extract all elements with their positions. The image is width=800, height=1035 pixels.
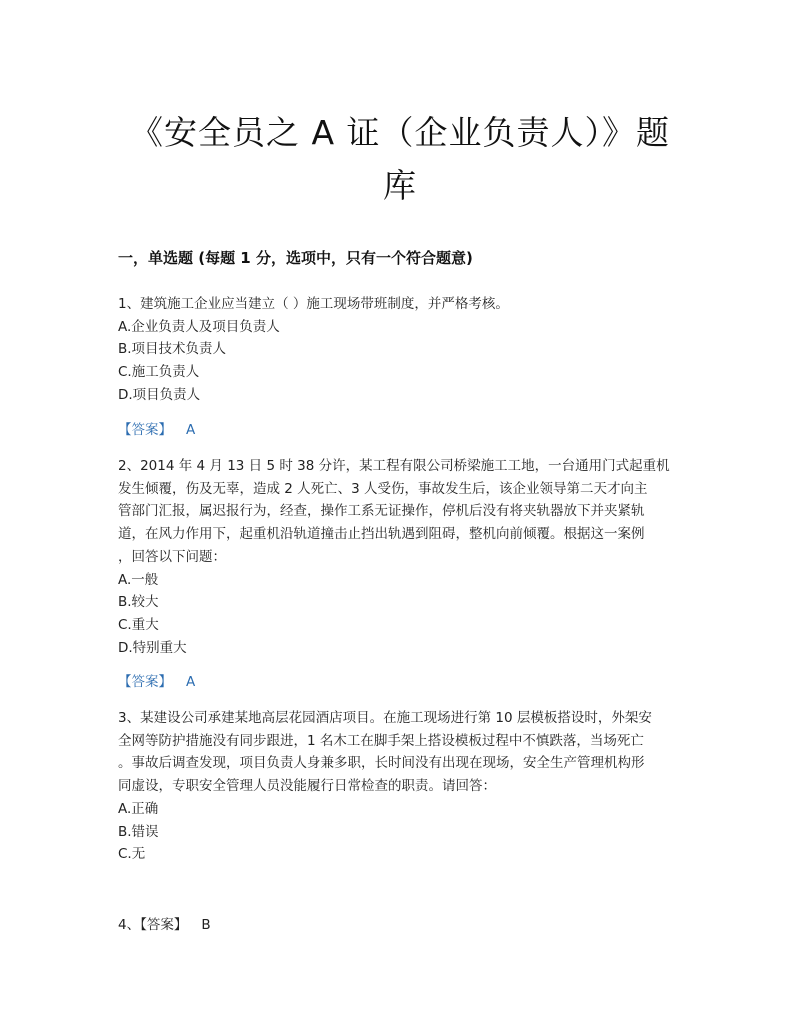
question-2-stem-line-4: 道，在风力作用下，起重机沿轨道撞击止挡出轨遇到阻碍，整机向前倾覆。根据这一案例 [118, 526, 645, 543]
document-title-line-2: 库 [383, 166, 417, 205]
question-4-answer [118, 914, 211, 936]
question-2-option-c: C.重大 [118, 616, 159, 633]
question-3-stem-line-4: 同虚设，专职安全管理人员没能履行日常检查的职责。请回答： [118, 778, 496, 795]
question-1-option-a: A.企业负责人及项目负责人 [118, 318, 280, 335]
question-2 [118, 455, 684, 693]
question-3-option-b: B.错误 [118, 823, 159, 840]
question-1-answer-value: A [186, 421, 196, 438]
question-2-option-a: A.一般 [118, 571, 159, 588]
question-2-answer [118, 671, 684, 693]
question-2-stem-line-1: 2、2014 年 4 月 13 日 5 时 38 分许，某工程有限公司桥梁施工工地，一台通用门式起重机 [118, 458, 670, 474]
question-3 [118, 707, 684, 866]
question-2-stem-line-3: 管部门汇报，属迟报行为，经查，操作工系无证操作，停机后没有将夹轨器放下并夹紧轨 [118, 503, 645, 520]
question-3-option-a: A.正确 [118, 800, 159, 817]
question-2-stem-line-5: ，回答以下问题： [118, 548, 226, 565]
question-1-option-d: D.项目负责人 [118, 386, 201, 403]
question-1 [118, 293, 684, 441]
question-3-stem-line-3: 。事故后调查发现，项目负责人身兼多职，长时间没有出现在现场，安全生产管理机构形 [118, 755, 645, 772]
question-3-stem-line-1: 3、某建设公司承建某地高层花园酒店项目。在施工现场进行第 10 层模板搭设时，外架安 [118, 710, 652, 726]
question-1-answer-label: 【答案】 [118, 421, 172, 438]
question-4-answer-label: 【答案】 [140, 917, 188, 933]
question-2-answer-label: 【答案】 [118, 674, 172, 691]
question-1-answer [118, 419, 684, 441]
question-4-answer-value: B [201, 917, 211, 933]
document-title-line-1: 《安全员之 A 证（企业负责人）》题 [129, 113, 671, 152]
question-2-option-d: D.特别重大 [118, 639, 187, 656]
question-1-stem: 1、建筑施工企业应当建立（ ）施工现场带班制度，并严格考核。 [118, 296, 509, 312]
section-heading: 一，单选题 (每题 1 分，选项中，只有一个符合题意) [118, 249, 473, 267]
question-1-option-c: C.施工负责人 [118, 364, 200, 381]
question-1-option-b: B.项目技术负责人 [118, 341, 227, 358]
question-2-answer-value: A [186, 674, 196, 691]
document-title [110, 106, 690, 212]
question-3-stem-line-2: 全网等防护措施没有同步跟进，1 名木工在脚手架上搭设模板过程中不慎跌落，当场死亡 [118, 732, 644, 749]
question-4-number: 4、 [118, 917, 141, 933]
question-3-option-c: C.无 [118, 846, 146, 863]
question-2-option-b: B.较大 [118, 594, 159, 611]
question-2-stem-line-2: 发生倾覆，伤及无辜，造成 2 人死亡、3 人受伤，事故发生后，该企业领导第二天才向主 [118, 480, 648, 497]
